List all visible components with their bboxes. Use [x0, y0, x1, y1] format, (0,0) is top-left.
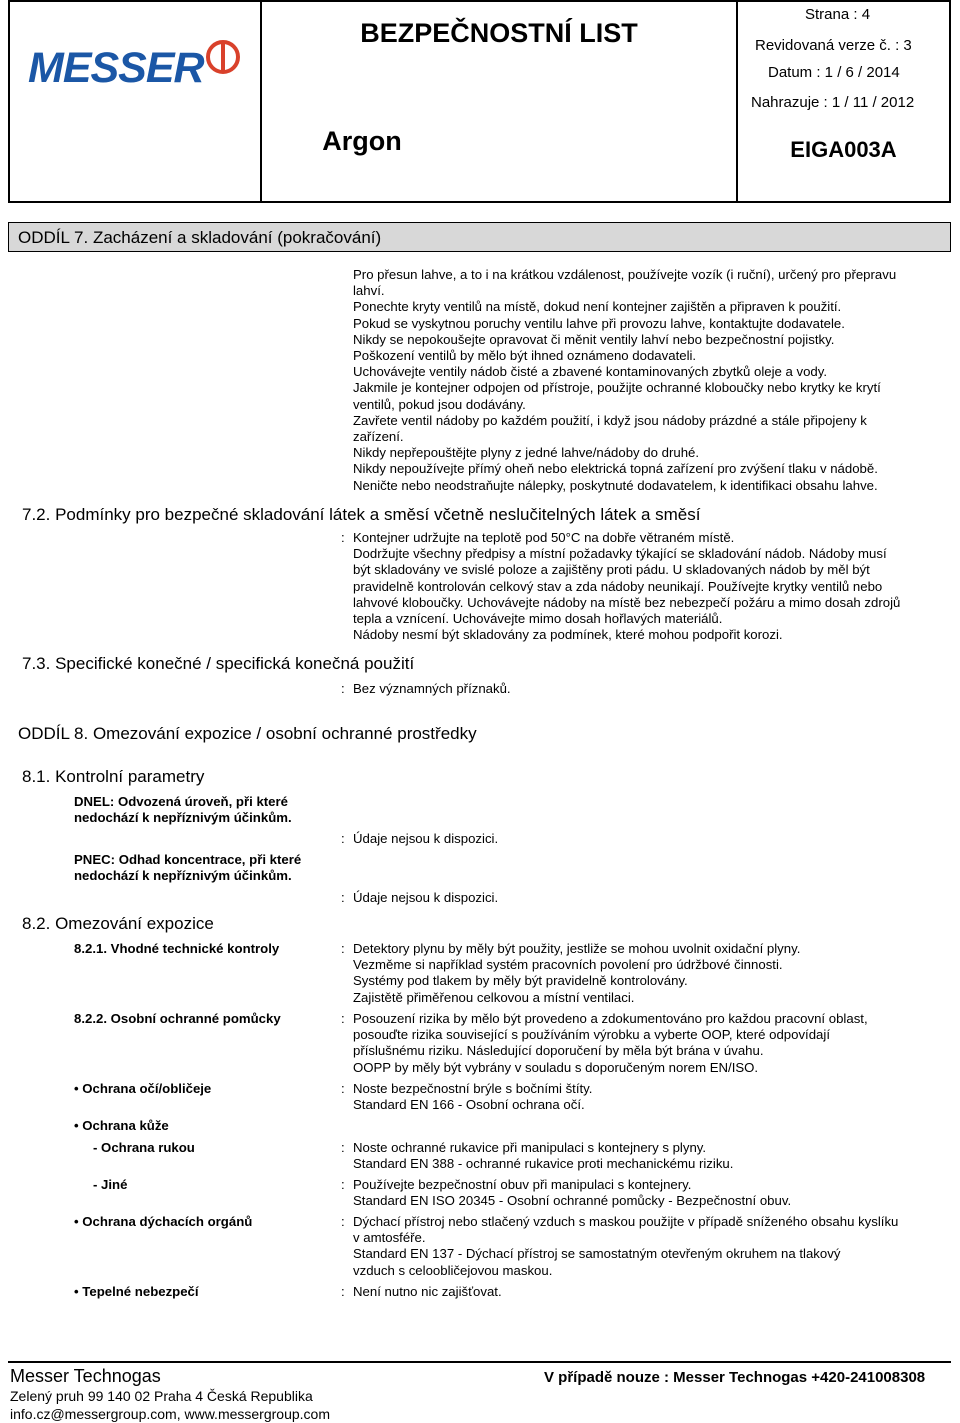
colon-separator: :	[341, 831, 345, 846]
eye-protection-text	[353, 1081, 592, 1113]
section-7-title: ODDÍL 7. Zacházení a skladování (pokračování)	[18, 228, 382, 247]
hand-protection-text	[353, 1140, 733, 1172]
section-7-heading	[8, 222, 951, 252]
text-line: OOPP by měly být vybrány v souladu s doporučeným norem EN/ISO.	[353, 1059, 759, 1075]
text-line: Noste bezpečnostní brýle s bočními štíty.	[353, 1081, 593, 1096]
text-line: Pokud se vyskytnou poruchy ventilu lahve při provozu lahve, kontaktujte dodavatele.	[353, 315, 845, 331]
hand-protection-label: - Ochrana rukou	[93, 1140, 195, 1155]
text-line: Zajistětě přiměřenou celkovou a místní ventilaci.	[353, 989, 635, 1005]
footer-divider	[8, 1361, 951, 1363]
section-7-2-title: 7.2. Podmínky pro bezpečné skladování látek a směsí včetně neslučitelných látek a směsí	[22, 505, 701, 524]
product-name: Argon	[322, 126, 402, 156]
other-protection-label: - Jiné	[93, 1177, 128, 1192]
footer-contact[interactable]: info.cz@messergroup.com, www.messergroup.com	[10, 1406, 330, 1422]
ppe-text	[353, 1011, 868, 1076]
skin-protection-label: • Ochrana kůže	[74, 1118, 169, 1133]
text-line: Nikdy nepřepouštějte plyny z jedné lahve/nádoby do druhé.	[353, 445, 700, 461]
storage-text	[353, 530, 900, 643]
text-line: pravidelně kontrolován celkový stav a zda nádoby neunikají. Používejte krytky ventilů nebo	[353, 578, 883, 594]
messer-logo-icon	[206, 40, 240, 74]
text-line: Standard EN 137 - Dýchací přístroj se samostatným otevřeným okruhem na tlakový	[353, 1246, 841, 1262]
text-line: Neničte nebo neodstraňujte nálepky, poskytnuté dodavatelem, k identifikaci obsahu lahve.	[353, 477, 878, 493]
document-code: EIGA003A	[790, 137, 897, 162]
footer-emergency: V případě nouze : Messer Technogas +420-241008308	[544, 1369, 926, 1386]
text-line: vzduch s celoobličejovou maskou.	[353, 1262, 553, 1278]
text-line: Noste ochranné rukavice při manipulaci s kontejnery s plyny.	[353, 1140, 707, 1155]
text-line: Zavřete ventil nádoby po každém použití, i když jsou nádoby prázdné a stále připojeny k	[353, 412, 867, 428]
text-line: Systémy pod tlakem by měly být pravidelně kontrolovány.	[353, 973, 688, 989]
technical-controls-label: 8.2.1. Vhodné technické kontroly	[74, 941, 280, 956]
pnec-label: PNEC: Odhad koncentrace, při které nedochází k nepříznivým účinkům.	[74, 852, 302, 884]
respiratory-protection-text	[353, 1214, 898, 1279]
thermal-hazard-value: Není nutno nic zajišťovat.	[353, 1284, 502, 1299]
revision-number: Revidovaná verze č. : 3	[755, 37, 912, 54]
text-line: Dýchací přístroj nebo stlačený vzduch s maskou použijte v případě sníženého obsahu kyslíku	[353, 1214, 899, 1229]
text-line: zařízení.	[353, 429, 404, 445]
colon-separator: :	[341, 1177, 345, 1192]
company-logo-text: MESSER	[28, 44, 204, 92]
document-title: BEZPEČNOSTNÍ LIST	[360, 18, 638, 48]
text-line: příslušnému riziku. Následující doporučení by měla být brána v úvahu.	[353, 1043, 764, 1059]
page-number: Strana : 4	[805, 6, 871, 23]
text-line: Detektory plynu by měly být použity, jestliže se mohou uvolnit oxidační plyny.	[353, 941, 801, 956]
colon-separator: :	[341, 1081, 345, 1096]
colon-separator: :	[341, 530, 345, 545]
handling-text	[353, 267, 896, 494]
other-protection-text	[353, 1177, 791, 1209]
header-divider	[736, 0, 738, 201]
text-line: Ponechte kryty ventilů na místě, dokud není kontejner zajištěn a připraven k použití.	[353, 299, 842, 315]
colon-separator: :	[341, 890, 345, 905]
colon-separator: :	[341, 681, 345, 696]
colon-separator: :	[341, 1140, 345, 1155]
colon-separator: :	[341, 1214, 345, 1229]
text-line: být skladovány ve svislé poloze a zajištěny proti pádu. U skladovaných nádob by měl být	[353, 562, 870, 578]
revision-date: Datum : 1 / 6 / 2014	[768, 64, 900, 81]
text-line: Pro přesun lahve, a to i na krátkou vzdálenost, používejte vozík (i ruční), určený pro přepravu	[353, 267, 897, 282]
pnec-value: Údaje nejsou k dispozici.	[353, 890, 499, 905]
colon-separator: :	[341, 941, 345, 956]
footer-company: Messer Technogas	[10, 1366, 161, 1386]
text-line: Kontejner udržujte na teplotě pod 50°C na dobře větraném místě.	[353, 530, 735, 545]
section-8-2-title: 8.2. Omezování expozice	[22, 914, 214, 933]
text-line: Nádoby nesmí být skladovány za podmínek, které mohou podpořit korozi.	[353, 627, 783, 643]
text-line: tepla a vznícení. Uchovávejte mimo dosah hořlavých materiálů.	[353, 611, 723, 627]
text-line: Uchovávejte ventily nádob čisté a zbavené kontaminovaných zbytků oleje a vody.	[353, 364, 828, 380]
ppe-label: 8.2.2. Osobní ochranné pomůcky	[74, 1011, 281, 1026]
text-line: Poškození ventilů by mělo být ihned oznámeno dodavateli.	[353, 348, 697, 364]
text-line: v amtosféře.	[353, 1230, 426, 1246]
colon-separator: :	[341, 1284, 345, 1299]
section-8-1-title: 8.1. Kontrolní parametry	[22, 767, 205, 786]
text-line: Posouzení rizika by mělo být provedeno a zdokumentováno pro každou pracovní oblast,	[353, 1011, 868, 1026]
text-line: Standard EN 166 - Osobní ochrana očí.	[353, 1097, 585, 1113]
text-line: Vezměme si například systém pracovních povolení pro údržbové činnosti.	[353, 957, 783, 973]
text-line: Nikdy nepoužívejte přímý oheň nebo elektrická topná zařízení pro zvýšení tlaku v nádobě.	[353, 461, 878, 477]
footer-address: Zelený pruh 99 140 02 Praha 4 Česká Republika	[10, 1388, 313, 1404]
section-7-3-title: 7.3. Specifické konečné / specifická konečná použití	[22, 654, 415, 673]
text-line: Nikdy se nepokoušejte opravovat či měnit ventily lahví nebo bezpečnostní pojistky.	[353, 331, 835, 347]
text-line: Jakmile je kontejner odpojen od přístroje, použijte ochranné kloboučky nebo krytky ke krytí	[353, 380, 881, 396]
technical-controls-text	[353, 941, 800, 1006]
dnel-value: Údaje nejsou k dispozici.	[353, 831, 499, 846]
text-line: Standard EN ISO 20345 - Osobní ochranné pomůcky - Bezpečnostní obuv.	[353, 1193, 792, 1209]
specific-use-value: Bez významných příznaků.	[353, 681, 511, 696]
text-line: ventilů, pokud jsou dodávány.	[353, 396, 526, 412]
colon-separator: :	[341, 1011, 345, 1026]
thermal-hazard-label: • Tepelné nebezpečí	[74, 1284, 199, 1299]
text-line: lahvové kloboučky. Uchovávejte nádoby na místě bez nebezpečí požáru a mimo dosah zdrojů	[353, 594, 901, 610]
text-line: lahví.	[353, 283, 385, 299]
text-line: Používejte bezpečnostní obuv při manipulaci s kontejnery.	[353, 1177, 692, 1192]
respiratory-protection-label: • Ochrana dýchacích orgánů	[74, 1214, 253, 1229]
eye-protection-label: • Ochrana očí/obličeje	[74, 1081, 212, 1096]
text-line: Dodržujte všechny předpisy a místní požadavky týkající se skladování nádob. Nádoby musí	[353, 546, 887, 562]
text-line: posouďte rizika související s používáním výrobku a vyberte OOP, které odpovídají	[353, 1027, 830, 1043]
text-line: Standard EN 388 - ochranné rukavice proti mechanickému riziku.	[353, 1156, 734, 1172]
section-8-title: ODDÍL 8. Omezování expozice / osobní ochranné prostředky	[18, 724, 477, 743]
supersedes-date: Nahrazuje : 1 / 11 / 2012	[751, 94, 915, 111]
dnel-label: DNEL: Odvozená úroveň, při které nedochází k nepříznivým účinkům.	[74, 794, 292, 826]
